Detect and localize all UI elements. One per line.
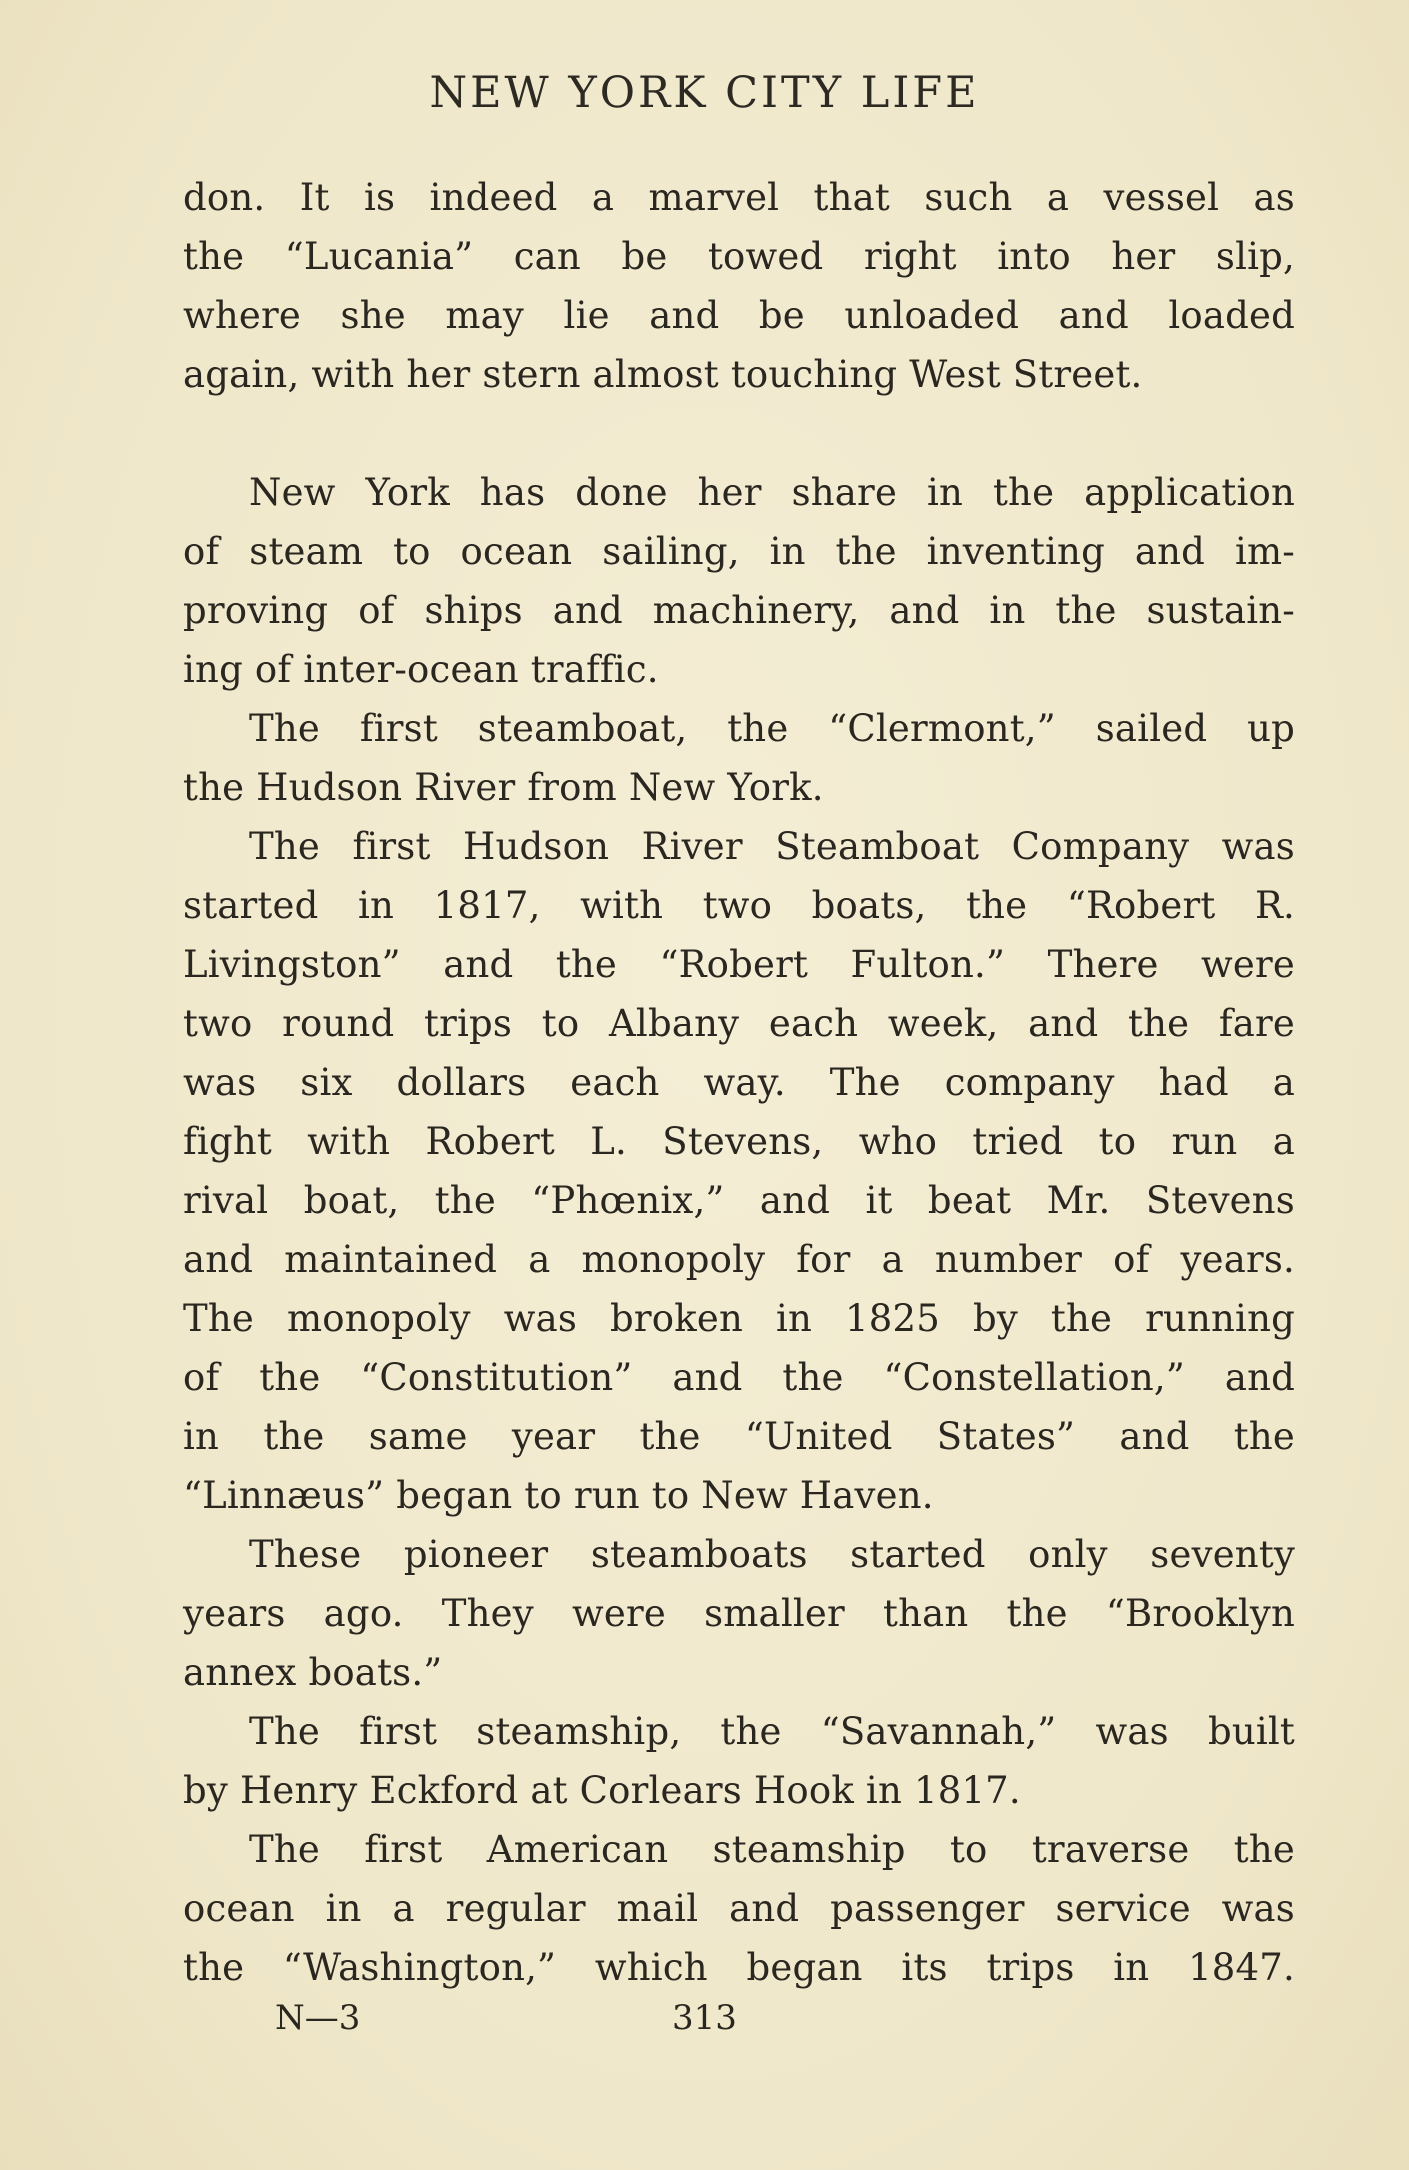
text-line: and maintained a monopoly for a number of years. (183, 1238, 1295, 1281)
text-line: started in 1817, with two boats, the “Robert R. (183, 884, 1295, 927)
text-line: rival boat, the “Phœnix,” and it beat Mr. Stevens (183, 1179, 1295, 1222)
text-line: ing of inter-ocean traffic. (183, 648, 659, 691)
text-line: of steam to ocean sailing, in the inventing and im- (183, 530, 1295, 573)
text-line: was six dollars each way. The company had a (183, 1061, 1295, 1104)
text-line: annex boats.” (183, 1651, 443, 1694)
text-line: The first steamship, the “Savannah,” was built (249, 1710, 1295, 1753)
body-text (183, 168, 1295, 1997)
text-line: in the same year the “United States” and the (183, 1415, 1295, 1458)
text-line: of the “Constitution” and the “Constellation,” and (183, 1356, 1295, 1399)
signature-mark: N—3 (275, 1998, 361, 2038)
text-line: “Linnæus” began to run to New Haven. (183, 1474, 934, 1517)
section-gap (183, 404, 1295, 463)
text-line: where she may lie and be unloaded and loaded (183, 294, 1295, 337)
text-line: the “Lucania” can be towed right into her slip, (183, 235, 1295, 278)
text-line: These pioneer steamboats started only seventy (249, 1533, 1295, 1576)
text-line: The first steamboat, the “Clermont,” sailed up (249, 707, 1295, 750)
text-line: don. It is indeed a marvel that such a vessel as (183, 176, 1295, 219)
text-line: The first American steamship to traverse the (249, 1828, 1295, 1871)
text-line: ocean in a regular mail and passenger service was (183, 1887, 1295, 1930)
paragraph (183, 817, 1295, 1525)
text-line: Livingston” and the “Robert Fulton.” There were (183, 943, 1295, 986)
text-line: The monopoly was broken in 1825 by the running (183, 1297, 1295, 1340)
paragraph (183, 699, 1295, 817)
text-line: the “Washington,” which began its trips in 1847. (183, 1946, 1295, 1989)
paragraph (183, 1820, 1295, 1997)
page-number: 313 (672, 1998, 737, 2038)
text-line: New York has done her share in the application (249, 471, 1295, 514)
text-line: by Henry Eckford at Corlears Hook in 1817. (183, 1769, 1021, 1812)
text-line: again, with her stern almost touching West Street. (183, 353, 1143, 396)
paragraph (183, 1525, 1295, 1702)
text-line: The first Hudson River Steamboat Company was (249, 825, 1295, 868)
text-line: two round trips to Albany each week, and the fare (183, 1002, 1295, 1045)
paragraph (183, 1702, 1295, 1820)
text-line: years ago. They were smaller than the “Brooklyn (183, 1592, 1295, 1635)
text-line: the Hudson River from New York. (183, 766, 824, 809)
text-line: fight with Robert L. Stevens, who tried to run a (183, 1120, 1295, 1163)
paragraph (183, 463, 1295, 699)
paragraph (183, 168, 1295, 404)
running-head: NEW YORK CITY LIFE (429, 68, 980, 118)
text-line: proving of ships and machinery, and in the sustain- (183, 589, 1295, 632)
